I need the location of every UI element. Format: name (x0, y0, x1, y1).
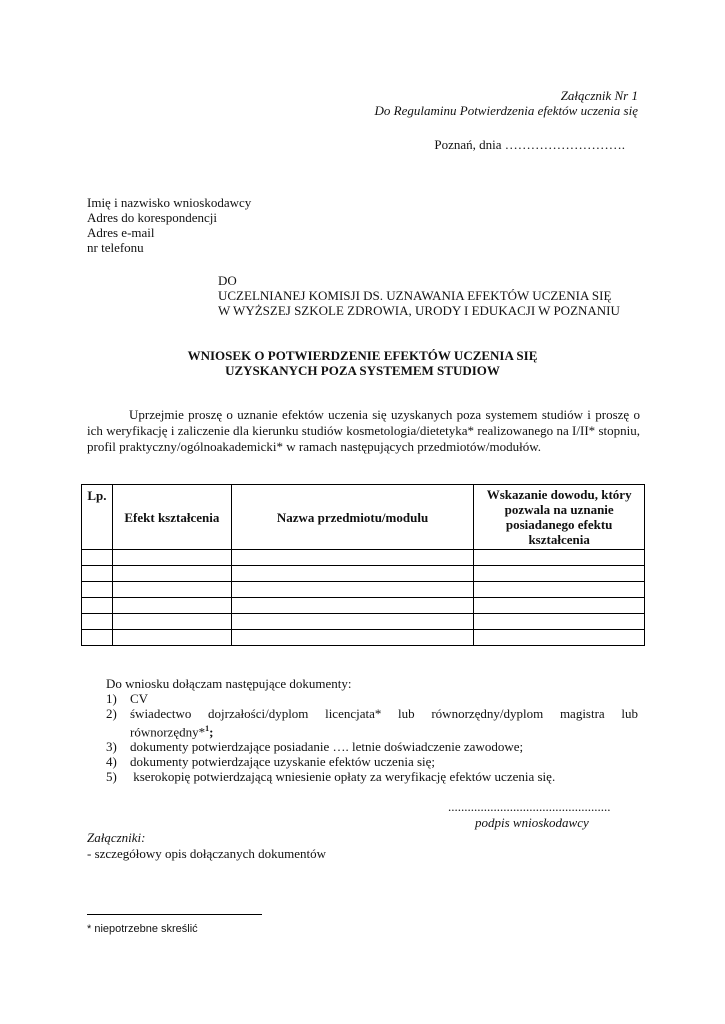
footnote-marker: 1 (205, 724, 210, 733)
cell-subject[interactable] (231, 630, 474, 646)
attachment-header (375, 88, 638, 118)
cell-evidence[interactable] (474, 582, 645, 598)
cell-effect[interactable] (112, 614, 231, 630)
list-item-semicolon: ; (209, 724, 214, 740)
list-item-number: 5) (106, 769, 117, 785)
list-item-text: dokumenty potwierdzające uzyskanie efektów uczenia się; (130, 754, 436, 770)
table-row (82, 630, 645, 646)
regulation-reference: Do Regulaminu Potwierdzenia efektów uczenia się (374, 103, 638, 118)
addressee-block (218, 273, 620, 318)
header-effect: Efekt kształcenia (112, 485, 231, 550)
cell-effect[interactable] (112, 630, 231, 646)
signature-label: podpis wnioskodawcy (475, 815, 589, 830)
document-title-line2: UZYSKANYCH POZA SYSTEMEM STUDIOW (225, 363, 500, 378)
list-item-text: dokumenty potwierdzające posiadanie …. letnie doświadczenie zawodowe; (130, 739, 524, 755)
cell-effect[interactable] (112, 550, 231, 566)
cell-effect[interactable] (112, 582, 231, 598)
cell-subject[interactable] (231, 614, 474, 630)
cell-evidence[interactable] (474, 566, 645, 582)
documents-list (106, 691, 638, 784)
intro-paragraph (87, 407, 640, 455)
list-item-number: 4) (106, 754, 117, 770)
place-date: Poznań, dnia ………………………. (434, 137, 625, 152)
list-item-number: 2) (106, 706, 117, 721)
document-title (87, 348, 638, 378)
addressee-school: W WYŻSZEJ SZKOLE ZDROWIA, URODY I EDUKACJI W POZNANIU (218, 303, 620, 318)
cell-lp[interactable] (82, 630, 113, 646)
applicant-address-label: Adres do korespondencji (87, 210, 217, 225)
list-item-text: kserokopię potwierdzającą wniesienie opłaty za weryfikację efektów uczenia się. (130, 769, 556, 785)
applicant-block (87, 195, 251, 255)
addressee-to: DO (218, 273, 237, 288)
document-title-line1: WNIOSEK O POTWIERDZENIE EFEKTÓW UCZENIA SIĘ (187, 348, 538, 363)
cell-evidence[interactable] (474, 614, 645, 630)
list-item (106, 691, 638, 706)
list-item-text: świadectwo dojrzałości/dyplom licencjata* lub równorzędny/dyplom magistra lub (130, 706, 638, 721)
header-evidence: Wskazanie dowodu, który pozwala na uznanie posiadanego efektu kształcenia (474, 485, 645, 550)
table-row (82, 614, 645, 630)
cell-lp[interactable] (82, 566, 113, 582)
table-header-row (82, 485, 645, 550)
cell-lp[interactable] (82, 582, 113, 598)
cell-subject[interactable] (231, 566, 474, 582)
documents-section (106, 676, 638, 784)
cell-effect[interactable] (112, 566, 231, 582)
cell-lp[interactable] (82, 614, 113, 630)
list-item (106, 769, 638, 784)
header-lp: Lp. (82, 485, 113, 550)
intro-text: Uprzejmie proszę o uznanie efektów uczenia się uzyskanych poza systemem studiów i proszę o ich weryfikację i zaliczenie dla kierunku studiów kosmetologia/dietetyka* realizowanego na I/II* stopniu, profil praktyczny/ogólnoakademicki* w ramach następujących przedmiotów/modułów. (87, 407, 640, 454)
signature-line: .................................................. (448, 799, 611, 814)
cell-evidence[interactable] (474, 550, 645, 566)
documents-intro: Do wniosku dołączam następujące dokumenty: (106, 676, 352, 691)
list-item (106, 739, 638, 754)
list-item (106, 706, 638, 739)
table-row (82, 582, 645, 598)
list-item-number: 1) (106, 691, 117, 706)
list-item (106, 754, 638, 769)
cell-evidence[interactable] (474, 598, 645, 614)
subjects-table (81, 484, 645, 646)
cell-effect[interactable] (112, 598, 231, 614)
list-item-text-continued: równorzędny* (130, 724, 206, 740)
cell-lp[interactable] (82, 598, 113, 614)
cell-evidence[interactable] (474, 630, 645, 646)
footnote-divider (87, 914, 262, 915)
cell-lp[interactable] (82, 550, 113, 566)
applicant-email-label: Adres e-mail (87, 225, 155, 240)
cell-subject[interactable] (231, 582, 474, 598)
table-row (82, 598, 645, 614)
attachments-label: Załączniki: (87, 830, 146, 845)
header-subject: Nazwa przedmiotu/modulu (231, 485, 474, 550)
attachments-item: - szczegółowy opis dołączanych dokumentów (87, 846, 326, 861)
table-row (82, 566, 645, 582)
list-item-number: 3) (106, 739, 117, 755)
footnote: * niepotrzebne skreślić (87, 923, 198, 935)
list-item-text: CV (130, 691, 149, 706)
attachment-number: Załącznik Nr 1 (560, 88, 638, 103)
addressee-committee: UCZELNIANEJ KOMISJI DS. UZNAWANIA EFEKTÓW UCZENIA SIĘ (218, 288, 612, 303)
table-row (82, 550, 645, 566)
cell-subject[interactable] (231, 550, 474, 566)
cell-subject[interactable] (231, 598, 474, 614)
applicant-phone-label: nr telefonu (87, 240, 144, 255)
applicant-name-label: Imię i nazwisko wnioskodawcy (87, 195, 252, 210)
